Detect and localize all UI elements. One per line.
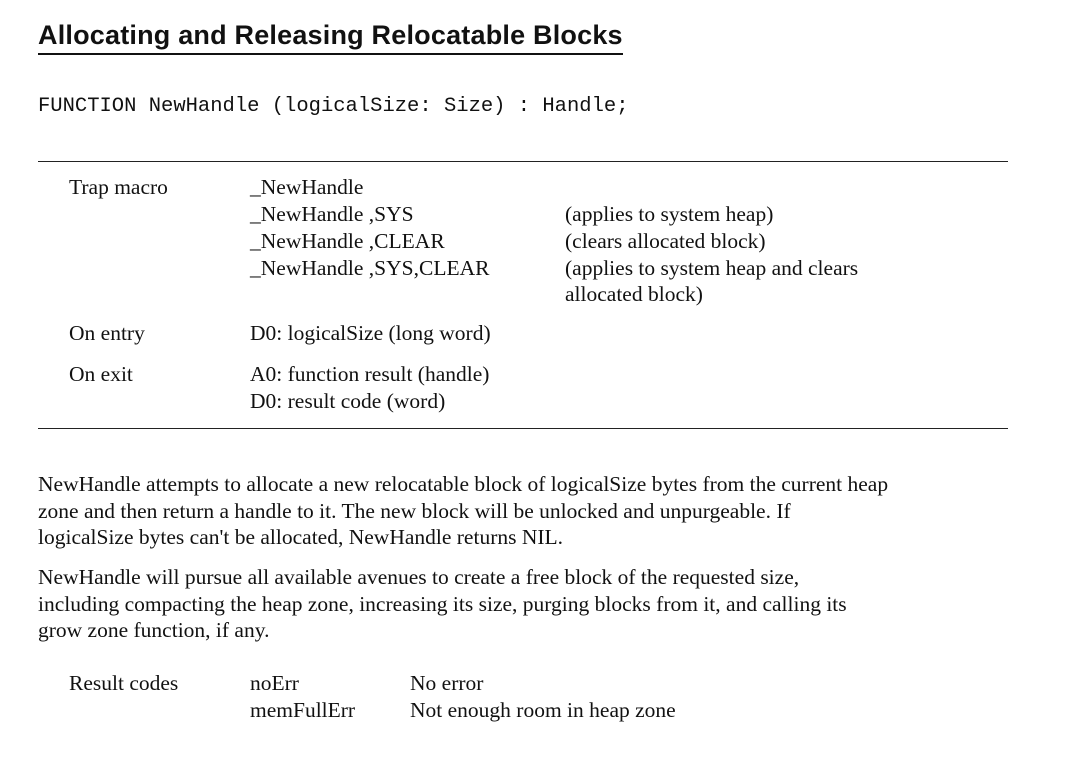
description-paragraph-1	[38, 471, 1028, 551]
result-code-desc-2: Not enough room in heap zone	[410, 698, 676, 722]
trap-note-4: allocated block)	[565, 282, 703, 306]
paragraph-2-line-1: NewHandle will pursue all available avenues to create a free block of the requested size,	[38, 565, 800, 589]
result-code-name-1: noErr	[250, 671, 299, 695]
trap-note-1: (applies to system heap)	[565, 202, 774, 226]
trap-macro-3: _NewHandle ,CLEAR	[250, 229, 445, 253]
result-codes-label: Result codes	[69, 671, 179, 695]
paragraph-1-line-2: zone and then return a handle to it. The new block will be unlocked and unpurgeable. If	[38, 498, 791, 523]
result-code-desc-1: No error	[410, 671, 484, 695]
on-entry-line-1: D0: logicalSize (long word)	[250, 321, 491, 345]
paragraph-1-line-3: logicalSize bytes can't be allocated, NewHandle returns NIL.	[38, 525, 564, 549]
function-signature: FUNCTION NewHandle (logicalSize: Size) : Handle;	[38, 95, 629, 118]
on-entry-label: On entry	[69, 321, 145, 345]
trap-macro-label: Trap macro	[69, 175, 168, 199]
trap-note-2: (clears allocated block)	[565, 229, 766, 253]
description-paragraph-2	[38, 564, 1028, 644]
trap-macro-1: _NewHandle	[250, 175, 364, 199]
on-exit-label: On exit	[69, 362, 133, 386]
table-bottom-rule	[38, 428, 1008, 429]
paragraph-2-line-3: grow zone function, if any.	[38, 618, 270, 642]
paragraph-1-line-1: NewHandle attempts to allocate a new relocatable block of logicalSize bytes from the current heap	[38, 472, 889, 496]
paragraph-2-line-2: including compacting the heap zone, increasing its size, purging blocks from it, and calling its	[38, 591, 847, 616]
trap-note-3: (applies to system heap and clears	[565, 256, 859, 280]
on-exit-line-2: D0: result code (word)	[250, 389, 446, 413]
on-exit-line-1: A0: function result (handle)	[250, 362, 490, 386]
trap-macro-4: _NewHandle ,SYS,CLEAR	[250, 256, 490, 280]
table-top-rule	[38, 161, 1008, 162]
result-code-name-2: memFullErr	[250, 698, 356, 722]
trap-macro-2: _NewHandle ,SYS	[250, 202, 414, 226]
section-heading: Allocating and Releasing Relocatable Blocks	[38, 20, 623, 55]
